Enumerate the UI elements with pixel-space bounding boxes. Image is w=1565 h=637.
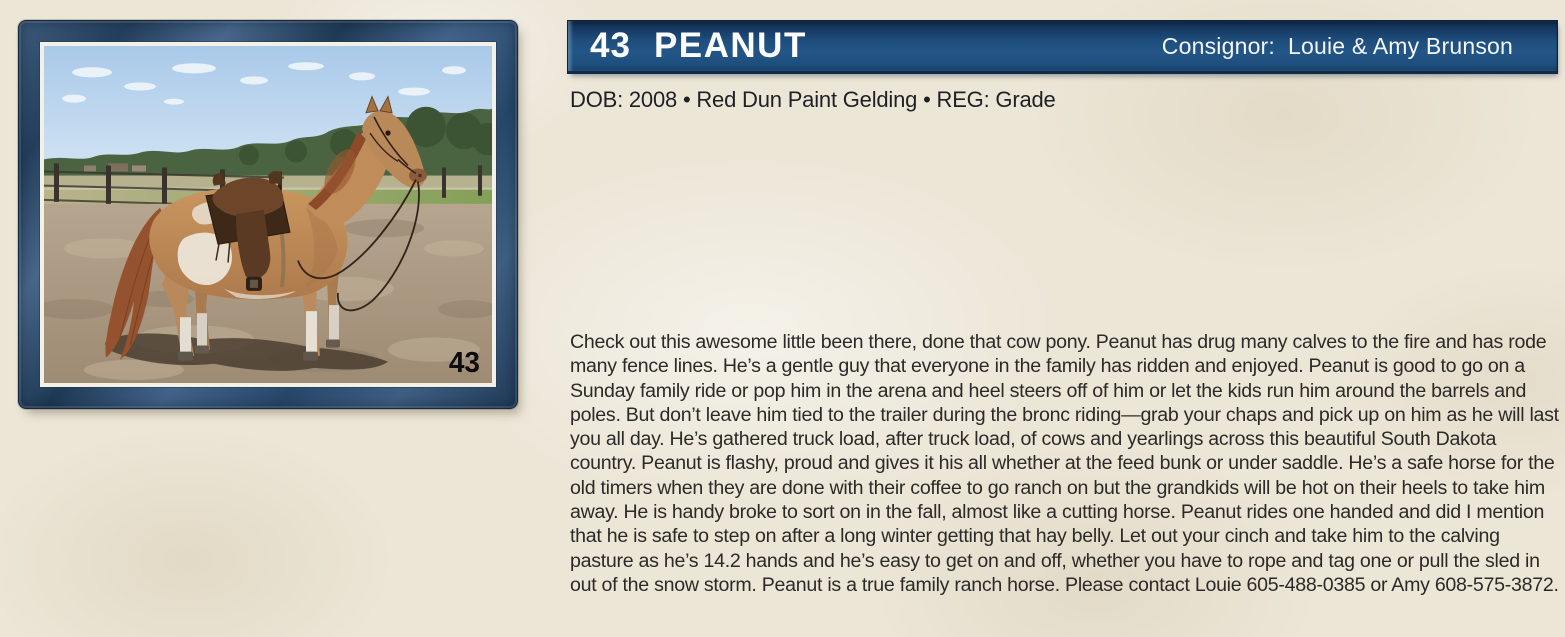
sale-description: Check out this awesome little been there, done that cow pony. Peanut has drug many calves to the fire and has rode many fence lines. He’s a gentle guy that everyone in the family has ridden and enjoyed. Peanut is good to go on a Sunday family ride or pop him in the arena and heel steers off of him or let the kids run him around the barrels and poles. But don’t leave him tied to the trailer during the bronc riding—grab your chaps and pick up on him as he will last you all day. He’s gathered truck load, after truck load, of cows and yearlings across this beautiful South Dakota country. Peanut is flashy, proud and gives it his all whether at the feed bunk or under saddle. He’s a safe horse for the old timers when they are done with their coffee to go ranch on but the grandkids will be hot on their heels to take him away. He is handy broke to sort on in the fall, almost like a cutting horse. Peanut rides one handed and did I mention that he is safe to step on after a long winter getting that hay belly. Let out your cinch and take him to the calving pasture as he’s 14.2 hands and he’s easy to get on and off, whether you have to rope and tag one or pull the sled in out of the snow storm. Peanut is a true family ranch horse. Please contact Louie 605-488-0385 or Amy 608-575-3872. bbox=[570, 331, 1559, 596]
photo-lot-number: 43 bbox=[448, 346, 480, 378]
horse-details-line: DOB: 2008 • Red Dun Paint Gelding • REG: Grade bbox=[570, 87, 1056, 112]
lot-number: 43 bbox=[590, 26, 631, 65]
consignor bbox=[1162, 33, 1513, 60]
consignor-label: Consignor: bbox=[1161, 32, 1276, 59]
consignor-name: Louie & Amy Brunson bbox=[1288, 32, 1513, 59]
horse-photo bbox=[44, 46, 492, 383]
photo-mat bbox=[40, 42, 496, 387]
lot-header-bar bbox=[567, 20, 1558, 74]
horse-name: PEANUT bbox=[653, 26, 807, 65]
lot-title bbox=[590, 26, 807, 66]
photo-frame bbox=[18, 20, 518, 409]
